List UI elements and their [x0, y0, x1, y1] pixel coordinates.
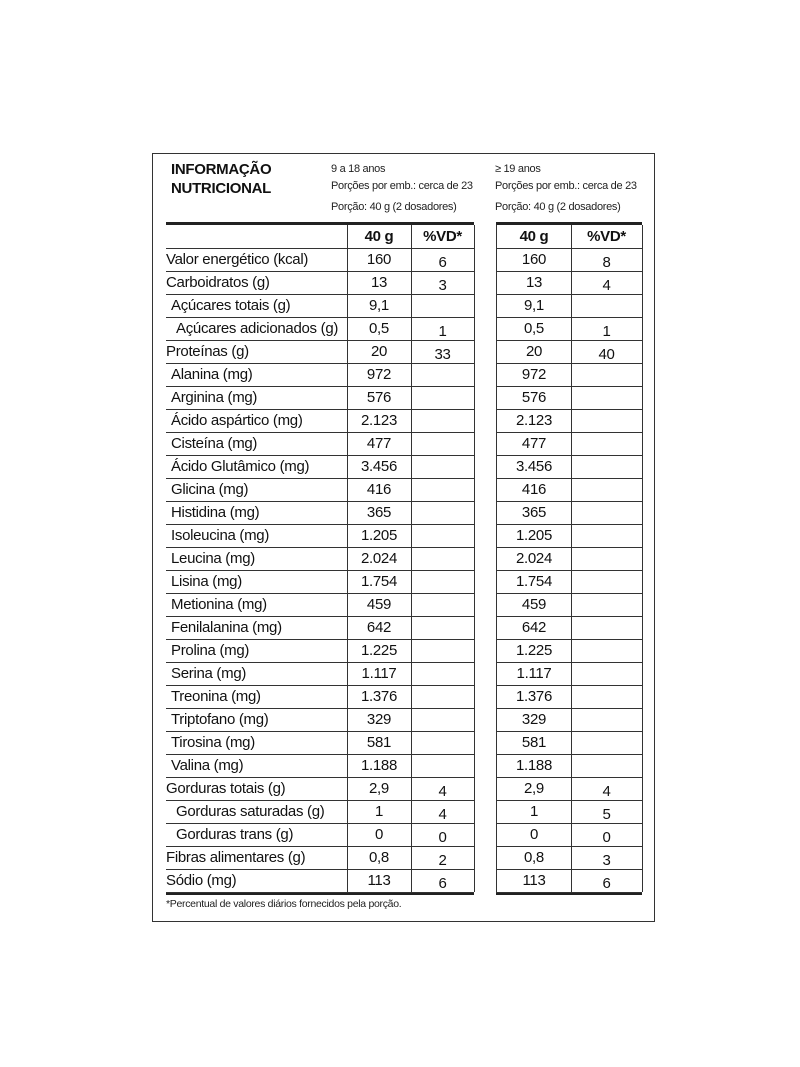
group2-amount: 972	[521, 366, 547, 383]
row-divider	[166, 685, 474, 686]
group2-amount: 13	[525, 274, 543, 291]
column-divider	[571, 225, 572, 892]
group2-amount: 1.225	[515, 642, 553, 659]
row-divider	[496, 432, 642, 433]
group1-amount: 1.754	[360, 573, 398, 590]
row-divider	[496, 570, 642, 571]
row-divider	[496, 478, 642, 479]
group2-amount: 576	[521, 389, 547, 406]
row-divider	[166, 593, 474, 594]
group2-age: ≥ 19 anos	[495, 163, 541, 175]
row-label: Sódio (mg)	[166, 872, 237, 889]
group1-vd: 33	[434, 346, 451, 363]
group2-amount: 581	[521, 734, 547, 751]
row-divider	[166, 616, 474, 617]
row-divider	[166, 340, 474, 341]
group2-vd: 40	[598, 346, 615, 363]
row-label: Cisteína (mg)	[171, 435, 258, 452]
row-divider	[496, 823, 642, 824]
group1-amount: 2.123	[360, 412, 398, 429]
row-label: Proteínas (g)	[166, 343, 249, 360]
group2-amount: 0	[529, 826, 539, 843]
row-divider	[166, 248, 474, 249]
row-divider	[166, 662, 474, 663]
group2-vd: 4	[602, 277, 611, 294]
group1-amount: 113	[367, 872, 391, 889]
row-divider	[166, 524, 474, 525]
group1-vd: 6	[438, 254, 447, 271]
row-divider	[166, 846, 474, 847]
row-label: Alanina (mg)	[171, 366, 253, 383]
group1-amount: 0	[374, 826, 384, 843]
row-divider	[496, 662, 642, 663]
group1-amount: 365	[366, 504, 392, 521]
group2-amount: 459	[521, 596, 547, 613]
group1-amount: 160	[366, 251, 392, 268]
row-label: Açúcares adicionados (g)	[176, 320, 339, 337]
group1-amount: 2.024	[360, 550, 398, 567]
group2-amount: 0,5	[524, 320, 544, 337]
group1-amount: 0,8	[369, 849, 389, 866]
row-divider	[166, 501, 474, 502]
group2-amount: 1.188	[515, 757, 553, 774]
column-divider	[347, 225, 348, 892]
group1-portion: Porção: 40 g (2 dosadores)	[331, 201, 457, 213]
group1-amount: 20	[370, 343, 388, 360]
group2-amount: 642	[521, 619, 547, 636]
row-label: Isoleucina (mg)	[171, 527, 270, 544]
group1-amount: 972	[366, 366, 392, 383]
row-label: Tirosina (mg)	[171, 734, 255, 751]
row-label: Fenilalanina (mg)	[171, 619, 282, 636]
group1-vd: 4	[438, 783, 447, 800]
group1-amount: 2,9	[369, 780, 389, 797]
row-divider	[166, 271, 474, 272]
row-label: Valina (mg)	[171, 757, 244, 774]
group2-amount: 329	[521, 711, 547, 728]
row-divider	[496, 317, 642, 318]
group2-portion: Porção: 40 g (2 dosadores)	[495, 201, 621, 213]
group2-vd: 8	[602, 254, 611, 271]
group1-vd: 2	[438, 852, 447, 869]
row-divider	[496, 524, 642, 525]
group1-amount: 0,5	[369, 320, 389, 337]
group2-amount: 3.456	[515, 458, 553, 475]
row-divider	[496, 754, 642, 755]
group2-amount: 2,9	[524, 780, 544, 797]
group1-info	[331, 161, 473, 216]
row-divider	[496, 294, 642, 295]
title-line-1: INFORMAÇÃO	[171, 161, 272, 178]
group2-info	[495, 161, 637, 216]
row-divider	[496, 386, 642, 387]
row-divider	[496, 248, 642, 249]
title-line-2: NUTRICIONAL	[171, 180, 272, 197]
row-divider	[166, 800, 474, 801]
group2-vd: 0	[602, 829, 611, 846]
row-divider	[166, 731, 474, 732]
group1-amount: 1.205	[360, 527, 398, 544]
row-label: Prolina (mg)	[171, 642, 250, 659]
group1-vd-header: %VD*	[423, 228, 462, 245]
group1-vd: 6	[438, 875, 447, 892]
group1-vd: 4	[438, 806, 447, 823]
group2-vd: 1	[602, 323, 611, 340]
group1-amount: 1.188	[360, 757, 398, 774]
row-divider	[166, 777, 474, 778]
group1-amount: 477	[366, 435, 392, 452]
group2-vd-header: %VD*	[587, 228, 626, 245]
group1-amount: 642	[366, 619, 392, 636]
row-divider	[166, 363, 474, 364]
row-divider	[166, 455, 474, 456]
row-divider	[166, 294, 474, 295]
row-divider	[496, 846, 642, 847]
group2-amount: 113	[522, 872, 546, 889]
group1-vd: 1	[438, 323, 447, 340]
group1-amount: 416	[366, 481, 392, 498]
column-divider	[411, 225, 412, 892]
group2-amount: 2.024	[515, 550, 553, 567]
label-title	[171, 160, 271, 198]
group1-amount-header: 40 g	[364, 228, 394, 245]
row-label: Açúcares totais (g)	[171, 297, 291, 314]
row-divider	[166, 754, 474, 755]
group2-amount: 416	[521, 481, 547, 498]
group1-age: 9 a 18 anos	[331, 163, 386, 175]
group1-vd: 0	[438, 829, 447, 846]
group1-amount: 1.117	[361, 665, 397, 682]
group2-amount: 0,8	[524, 849, 544, 866]
row-divider	[166, 409, 474, 410]
row-divider	[166, 869, 474, 870]
row-label: Fibras alimentares (g)	[166, 849, 306, 866]
group2-amount: 20	[525, 343, 543, 360]
row-label: Gorduras totais (g)	[166, 780, 286, 797]
group1-amount: 1.225	[360, 642, 398, 659]
row-label: Carboidratos (g)	[166, 274, 270, 291]
group1-amount: 1.376	[360, 688, 398, 705]
group2-amount: 365	[521, 504, 547, 521]
row-divider	[496, 547, 642, 548]
group1-amount: 329	[366, 711, 392, 728]
group1-amount: 3.456	[360, 458, 398, 475]
row-divider	[166, 432, 474, 433]
row-divider	[166, 386, 474, 387]
row-divider	[496, 340, 642, 341]
row-divider	[496, 593, 642, 594]
column-divider	[474, 225, 475, 892]
group1-amount: 9,1	[369, 297, 389, 314]
group2-servings: Porções por emb.: cerca de 23	[495, 180, 637, 192]
row-label: Gorduras trans (g)	[176, 826, 294, 843]
group2-amount: 160	[521, 251, 547, 268]
row-divider	[166, 639, 474, 640]
table-bottom-rule	[166, 893, 474, 895]
row-divider	[496, 455, 642, 456]
row-label: Ácido aspártico (mg)	[171, 412, 303, 429]
group2-amount: 1.205	[515, 527, 553, 544]
group2-amount: 477	[521, 435, 547, 452]
group1-amount: 576	[366, 389, 392, 406]
column-divider	[496, 225, 497, 892]
group2-amount-header: 40 g	[519, 228, 549, 245]
row-divider	[496, 777, 642, 778]
group2-amount: 1.376	[515, 688, 553, 705]
row-label: Gorduras saturadas (g)	[176, 803, 325, 820]
row-label: Ácido Glutâmico (mg)	[171, 458, 310, 475]
row-divider	[166, 317, 474, 318]
row-divider	[496, 616, 642, 617]
group1-amount: 13	[370, 274, 388, 291]
group2-vd: 3	[602, 852, 611, 869]
table-bottom-rule	[496, 893, 642, 895]
row-divider	[496, 731, 642, 732]
footnote: *Percentual de valores diários fornecidos pela porção.	[166, 898, 402, 910]
row-label: Treonina (mg)	[171, 688, 261, 705]
row-divider	[496, 639, 642, 640]
group2-amount: 1.117	[516, 665, 552, 682]
row-label: Triptofano (mg)	[171, 711, 269, 728]
row-label: Valor energético (kcal)	[166, 251, 309, 268]
column-divider	[642, 225, 643, 892]
row-divider	[166, 708, 474, 709]
row-label: Lisina (mg)	[171, 573, 242, 590]
row-divider	[496, 708, 642, 709]
row-divider	[496, 800, 642, 801]
row-divider	[166, 478, 474, 479]
row-divider	[496, 501, 642, 502]
row-divider	[496, 409, 642, 410]
group1-amount: 581	[366, 734, 392, 751]
row-label: Metionina (mg)	[171, 596, 267, 613]
group2-vd: 5	[602, 806, 611, 823]
group1-amount: 459	[366, 596, 392, 613]
row-label: Serina (mg)	[171, 665, 247, 682]
row-divider	[496, 271, 642, 272]
group2-amount: 1.754	[515, 573, 553, 590]
row-divider	[166, 570, 474, 571]
group2-vd: 4	[602, 783, 611, 800]
group1-amount: 1	[374, 803, 384, 820]
row-divider	[496, 869, 642, 870]
group1-servings: Porções por emb.: cerca de 23	[331, 180, 473, 192]
group2-amount: 1	[529, 803, 539, 820]
row-divider	[496, 685, 642, 686]
row-label: Glicina (mg)	[171, 481, 249, 498]
row-divider	[166, 547, 474, 548]
row-label: Histidina (mg)	[171, 504, 260, 521]
row-label: Leucina (mg)	[171, 550, 255, 567]
group2-vd: 6	[602, 875, 611, 892]
row-divider	[166, 823, 474, 824]
group2-amount: 2.123	[515, 412, 553, 429]
row-divider	[496, 363, 642, 364]
group1-vd: 3	[438, 277, 447, 294]
group2-amount: 9,1	[524, 297, 544, 314]
row-label: Arginina (mg)	[171, 389, 258, 406]
